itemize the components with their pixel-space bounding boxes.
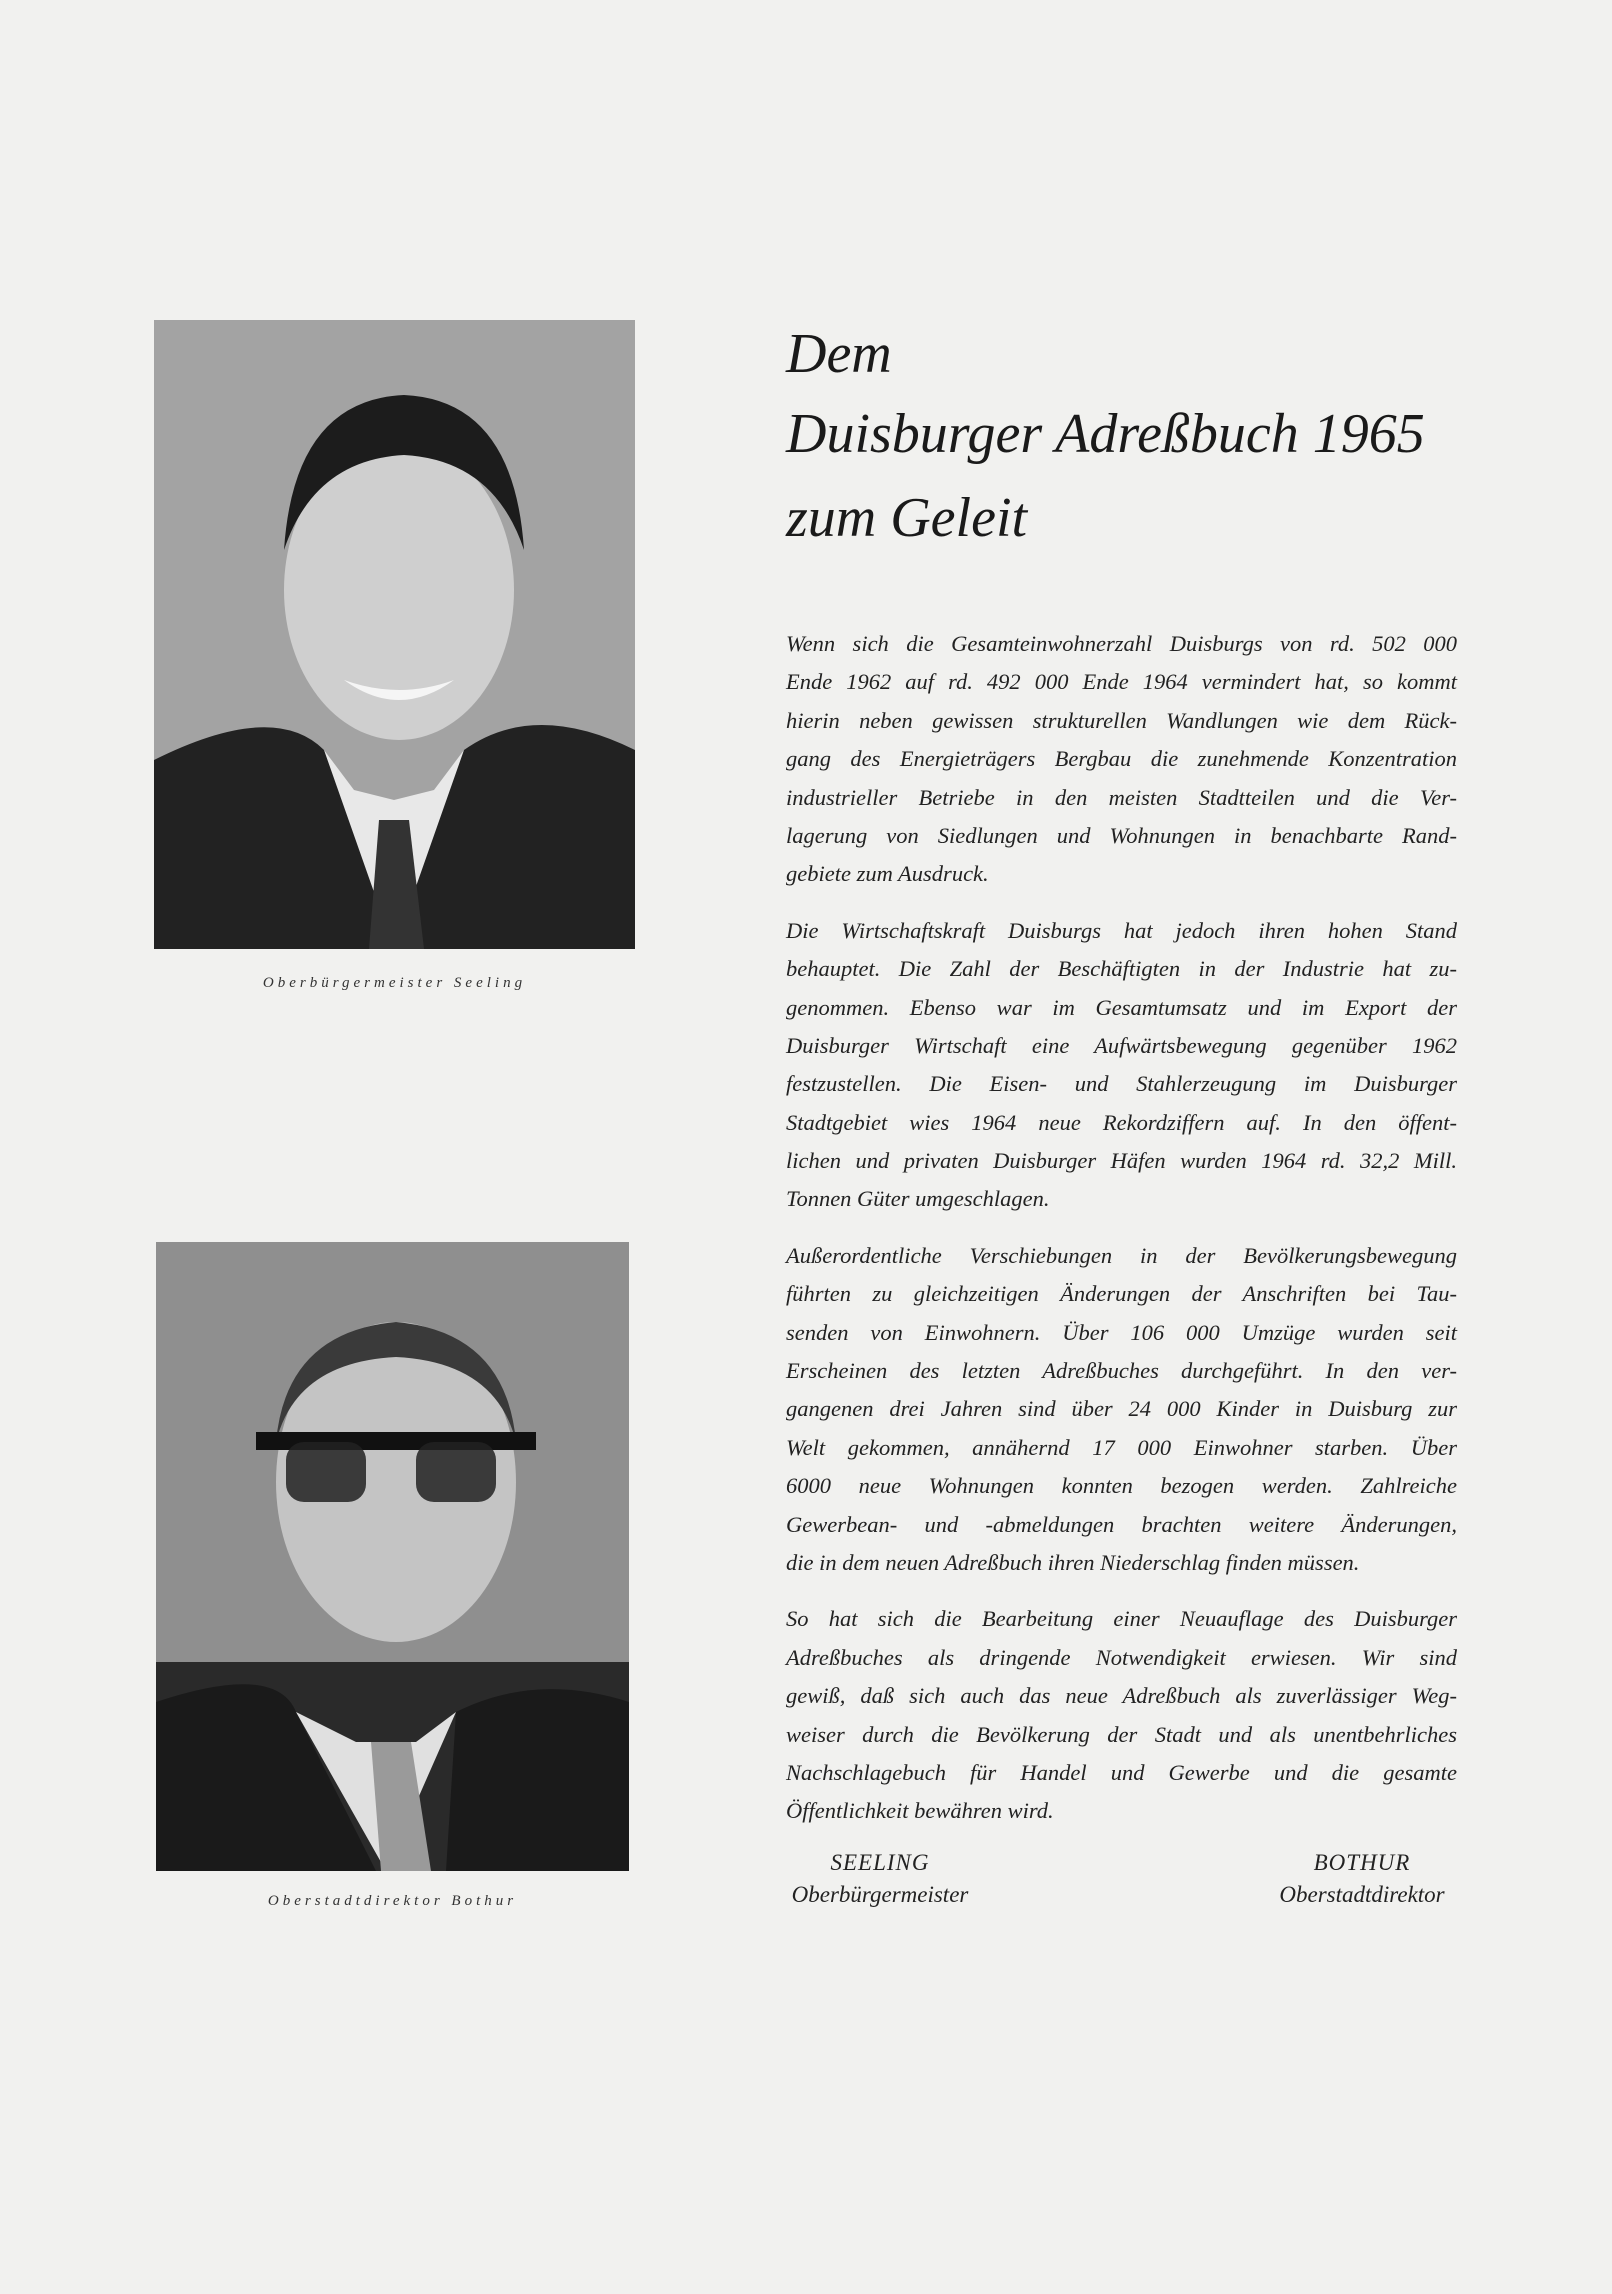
text-line: 6000 neue Wohnungen konnten bezogen werden. Zahlreiche: [786, 1473, 1457, 1499]
text-line: die in dem neuen Adreßbuch ihren Niederschlag finden müssen.: [786, 1549, 1360, 1575]
title-line-2: Duisburger Adreßbuch 1965: [786, 403, 1425, 465]
text-line: Wenn sich die Gesamteinwohnerzahl Duisburgs von rd. 502 000: [786, 631, 1457, 656]
text-line: lagerung von Siedlungen und Wohnungen in benachbarte Rand-: [786, 822, 1457, 848]
text-line: Nachschlagebuch für Handel und Gewerbe und die gesamte: [786, 1759, 1457, 1785]
text-line: Öffentlichkeit bewähren wird.: [786, 1798, 1054, 1824]
title-line-1: Dem: [786, 323, 892, 385]
body-text: [786, 625, 1457, 1849]
text-line: Die Wirtschaftskraft Duisburgs hat jedoch ihren hohen Stand: [786, 917, 1457, 943]
text-line: Außerordentliche Verschiebungen in der Bevölkerungsbewegung: [786, 1242, 1457, 1268]
signature-role: Oberbürgermeister: [791, 1882, 969, 1907]
signature-role: Oberstadtdirektor: [1279, 1882, 1445, 1907]
paragraph: [786, 1237, 1457, 1583]
signature-seeling: [780, 1850, 980, 1908]
text-line: gebiete zum Ausdruck.: [786, 861, 989, 887]
portrait-photo-bothur: [156, 1242, 629, 1871]
signature-bothur: [1262, 1850, 1462, 1908]
text-line: gewiß, daß sich auch das neue Adreßbuch als zuverlässiger Weg-: [786, 1683, 1457, 1709]
portrait-caption-seeling: Oberbürgermeister Seeling: [262, 975, 527, 991]
text-line: Erscheinen des letzten Adreßbuches durchgeführt. In den ver-: [786, 1358, 1457, 1384]
signature-name: SEELING: [830, 1850, 930, 1875]
text-line: lichen und privaten Duisburger Häfen wurden 1964 rd. 32,2 Mill.: [786, 1148, 1457, 1174]
paragraph: [786, 912, 1457, 1219]
paragraph: [786, 1600, 1457, 1830]
text-line: festzustellen. Die Eisen- und Stahlerzeugung im Duisburger: [786, 1071, 1457, 1097]
text-line: Tonnen Güter umgeschlagen.: [786, 1186, 1050, 1212]
paragraph: [786, 625, 1457, 894]
text-line: hierin neben gewissen strukturellen Wandlungen wie dem Rück-: [786, 707, 1457, 733]
text-line: Adreßbuches als dringende Notwendigkeit erwiesen. Wir sind: [786, 1644, 1457, 1670]
portrait-photo-seeling: [154, 320, 635, 949]
signature-name: BOTHUR: [1313, 1850, 1411, 1875]
text-line: gang des Energieträgers Bergbau die zunehmende Konzentration: [786, 746, 1457, 772]
title-line-3: zum Geleit: [786, 487, 1028, 549]
text-line: genommen. Ebenso war im Gesamtumsatz und im Export der: [786, 994, 1457, 1020]
text-line: senden von Einwohnern. Über 106 000 Umzüge wurden seit: [786, 1319, 1457, 1345]
text-line: weiser durch die Bevölkerung der Stadt und als unentbehrliches: [786, 1721, 1457, 1747]
text-line: Duisburger Wirtschaft eine Aufwärtsbewegung gegenüber 1962: [786, 1032, 1457, 1058]
text-line: Stadtgebiet wies 1964 neue Rekordziffern auf. In den öffent-: [786, 1109, 1457, 1135]
portrait-caption-bothur: Oberstadtdirektor Bothur: [267, 1893, 518, 1909]
text-line: gangenen drei Jahren sind über 24 000 Kinder in Duisburg zur: [786, 1396, 1457, 1422]
text-line: Gewerbean- und -abmeldungen brachten weitere Änderungen,: [786, 1511, 1457, 1537]
text-line: Ende 1962 auf rd. 492 000 Ende 1964 vermindert hat, so kommt: [786, 669, 1457, 695]
text-line: führten zu gleichzeitigen Änderungen der Anschriften bei Tau-: [786, 1281, 1457, 1307]
text-line: So hat sich die Bearbeitung einer Neuauflage des Duisburger: [786, 1606, 1457, 1632]
text-line: behauptet. Die Zahl der Beschäftigten in der Industrie hat zu-: [786, 956, 1457, 982]
text-line: Welt gekommen, annähernd 17 000 Einwohner starben. Über: [786, 1434, 1457, 1460]
text-line: industrieller Betriebe in den meisten Stadtteilen und die Ver-: [786, 784, 1457, 810]
